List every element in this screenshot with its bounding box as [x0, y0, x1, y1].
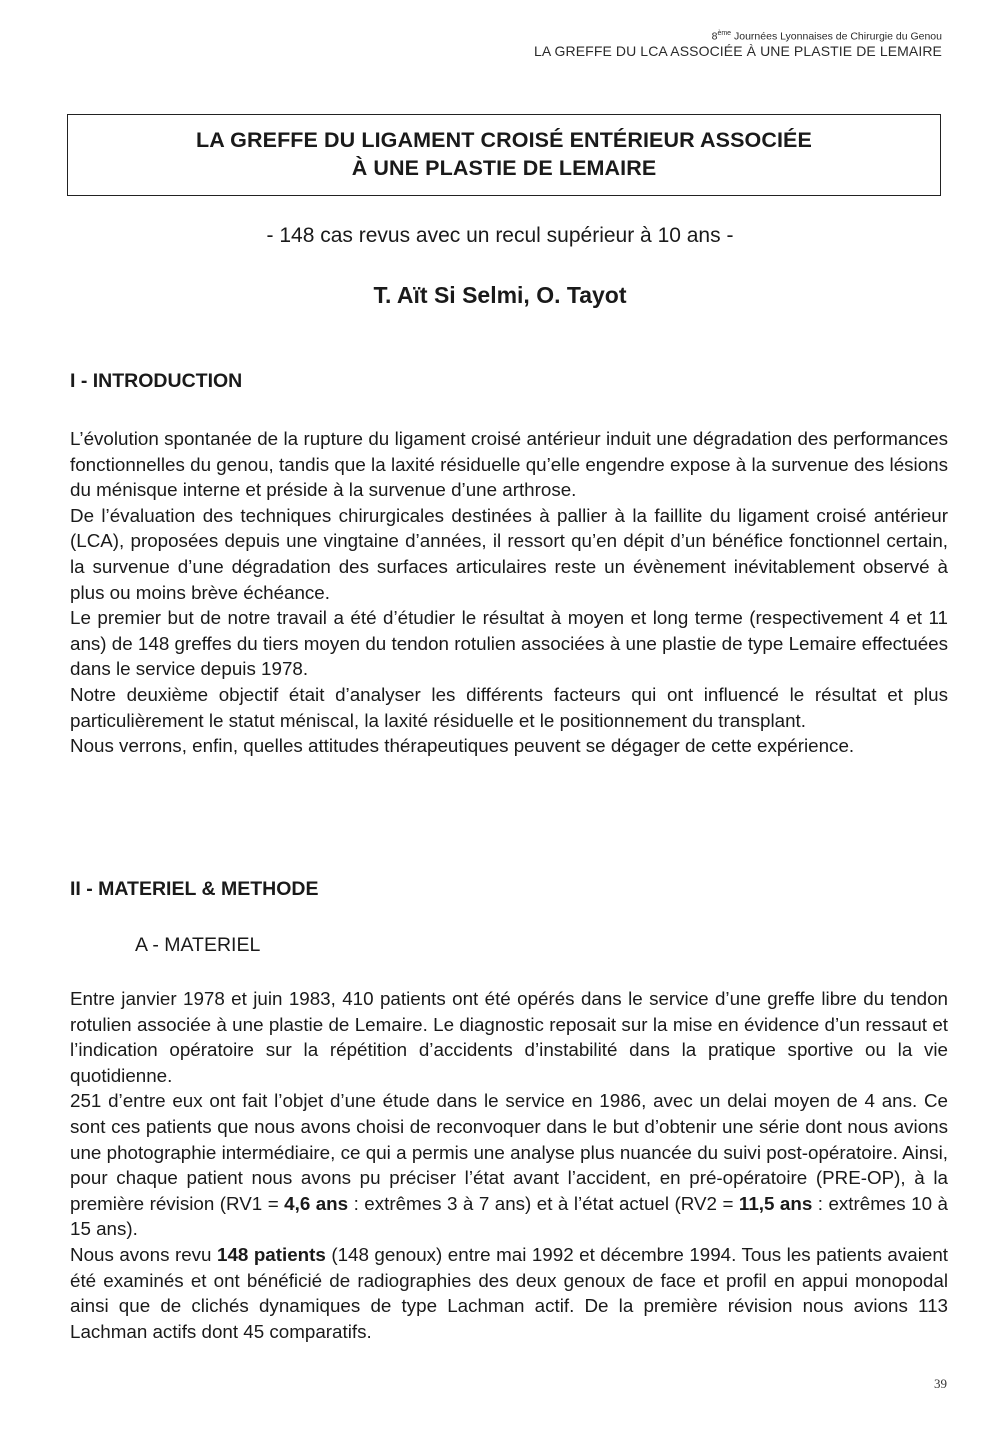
text-run: Nous avons revu	[70, 1243, 217, 1265]
authors: T. Aït Si Selmi, O. Tayot	[373, 282, 627, 308]
text-run: : extrêmes 10 à 15 ans).	[70, 1192, 948, 1240]
section-heading-materiel-methode: II - MATERIEL & METHODE	[70, 878, 319, 900]
running-title: LA GREFFE DU LCA ASSOCIÉE À UNE PLASTIE DE LEMAIRE	[533, 42, 942, 59]
paragraph	[70, 1242, 948, 1344]
paragraph: L’évolution spontanée de la rupture du ligament croisé antérieur induit une dégradation des performances fonctionnelles du genou, tandis que la laxité résiduelle qu’elle engendre expose à la survenue des lésions du ménisque interne et préside à la survenue d’une arthrose.	[70, 428, 948, 501]
paragraph: Nous verrons, enfin, quelles attitudes thérapeutiques peuvent se dégager de cette expérience.	[70, 735, 855, 757]
paragraph: Entre janvier 1978 et juin 1983, 410 patients ont été opérés dans le service d’une greffe libre du tendon rotulien associée à une plastie de Lemaire. Le diagnostic reposait sur la mise en évidence d’un ressaut et l’indication opératoire sur la répétition d’accidents d’instabilité dans la pratique sportive ou la vie quotidienne.	[70, 988, 948, 1086]
article-title-line-1: LA GREFFE DU LIGAMENT CROISÉ ENTÉRIEUR ASSOCIÉE	[196, 128, 812, 153]
paragraph	[70, 1088, 948, 1242]
article-title-box	[67, 114, 941, 196]
paragraph: Le premier but de notre travail a été d’étudier le résultat à moyen et long terme (respectivement 4 et 11 ans) de 148 greffes du tiers moyen du tendon rotulien associées à une plastie de type Lemaire effectuées dans le service depuis 1978.	[70, 607, 948, 680]
section-heading-introduction: I - INTRODUCTION	[70, 370, 243, 392]
conference-title: Journées Lyonnaises de Chirurgie du Genou	[731, 30, 942, 43]
conference-number: 8	[711, 30, 718, 43]
text-run: 251 d’entre eux ont fait l’objet d’une étude dans le service en 1986, avec un delai moyen de 4 ans. Ce sont ces patients que nous avons choisi de reconvoquer dans le but d’obtenir une série dont nous avions une photographie intermédiaire, ce qui a permis une analyse plus nuancée du suivi post-opératoire. Ainsi, pour chaque patient nous avons pu préciser l’état avant l’accident, en pré-opératoire (PRE-OP), à la première révision (RV1 =	[70, 1090, 948, 1214]
conference-ordinal: ème	[717, 30, 732, 37]
paragraph: De l’évaluation des techniques chirurgicales destinées à pallier à la faillite du ligament croisé antérieur (LCA), proposées depuis une vingtaine d’années, il ressort qu’en dépit d’un bénéfice fonctionnel certain, la survenue d’une dégradation des surfaces articulaires reste un évènement inévitablement observé à plus ou moins brève échéance.	[70, 504, 948, 603]
emphasis: 4,6 ans	[284, 1192, 349, 1214]
article-subtitle: - 148 cas revus avec un recul supérieur à 10 ans -	[266, 224, 734, 247]
text-run: : extrêmes 3 à 7 ans) et à l’état actuel (RV2 =	[348, 1192, 739, 1214]
paragraph: Notre deuxième objectif était d’analyser les différents facteurs qui ont influencé le résultat et plus particulièrement le statut méniscal, la laxité résiduelle et le positionnement du transplant.	[70, 683, 948, 731]
introduction-body	[70, 426, 948, 759]
article-title-line-2: À UNE PLASTIE DE LEMAIRE	[351, 156, 657, 180]
page-number: 39	[934, 1376, 947, 1391]
materiel-body	[70, 986, 948, 1344]
conference-name	[534, 30, 942, 43]
running-header	[534, 30, 942, 59]
subsection-heading-materiel: A - MATERIEL	[135, 934, 261, 956]
text-run: (148 genoux) entre mai 1992 et décembre 1994. Tous les patients avaient été examinés et ont bénéficié de radiographies des deux genoux de face et profil en appui monopodal ainsi que de clichés dynamiques de type Lachman actif. De la première révision nous avions 113 Lachman actifs dont 45 comparatifs.	[70, 1243, 948, 1342]
emphasis: 11,5 ans	[738, 1192, 813, 1214]
emphasis: 148 patients	[217, 1243, 326, 1265]
